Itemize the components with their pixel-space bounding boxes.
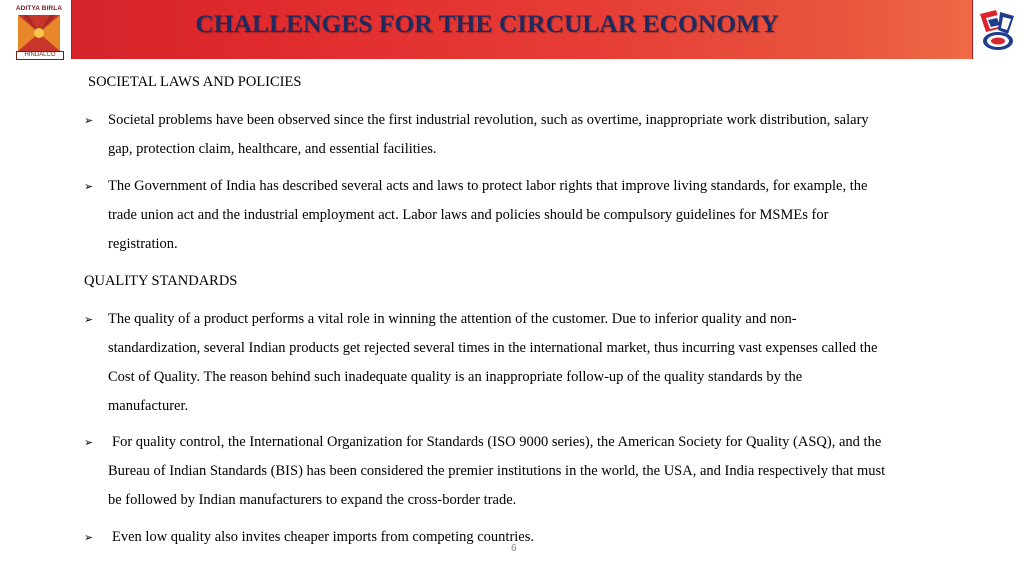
bullet-item (84, 106, 869, 164)
bullet-line: gap, protection claim, healthcare, and essential facilities. (108, 141, 437, 157)
slide-title: CHALLENGES FOR THE CIRCULAR ECONOMY (195, 9, 779, 38)
section-heading-societal: SOCIETAL LAWS AND POLICIES (88, 74, 302, 90)
page-number: 6 (511, 543, 517, 554)
bullet-line: Cost of Quality. The reason behind such inadequate quality is an inappropriate follow-up of the quality standards by the (108, 369, 803, 385)
bullet-line: Bureau of Indian Standards (BIS) has been considered the premier institutions in the world, the USA, and India respectively that must (108, 463, 886, 479)
bullet-line: be followed by Indian manufacturers to expand the cross-border trade. (108, 492, 517, 508)
bullet-arrow-icon: ➢ (84, 436, 94, 449)
bullet-line: Even low quality also invites cheaper imports from competing countries. (112, 529, 535, 545)
bullet-line: trade union act and the industrial employment act. Labor laws and policies should be compulsory guidelines for MSMEs for (108, 207, 829, 223)
bullet-line: manufacturer. (108, 398, 189, 414)
bullet-item (84, 172, 867, 259)
logo-brand-top-text: ADITYA BIRLA (15, 5, 63, 12)
bullet-item (84, 428, 885, 515)
bullet-line: Societal problems have been observed since the first industrial revolution, such as overtime, inappropriate work distribution, salary (108, 112, 869, 128)
bullet-line: For quality control, the International Organization for Standards (ISO 9000 series), the American Society for Quality (ASQ), and the (112, 434, 882, 450)
bullet-item (84, 305, 877, 421)
bullet-arrow-icon: ➢ (84, 180, 94, 193)
bullet-item (84, 523, 534, 552)
bullet-line: registration. (108, 236, 178, 252)
bullet-line: The quality of a product performs a vital role in winning the attention of the customer. Due to inferior quality and non- (108, 311, 797, 327)
logo-brand-bottom-text: HINDALCO (16, 51, 64, 60)
bullet-line: standardization, several Indian products get rejected several times in the international market, thus incurring vast expenses called the (108, 340, 878, 356)
bullet-arrow-icon: ➢ (84, 531, 94, 544)
bullet-line: The Government of India has described several acts and laws to protect labor rights that improve living standards, for example, the (108, 178, 868, 194)
bullet-arrow-icon: ➢ (84, 313, 94, 326)
section-heading-quality: QUALITY STANDARDS (84, 273, 238, 289)
bullet-arrow-icon: ➢ (84, 114, 94, 127)
